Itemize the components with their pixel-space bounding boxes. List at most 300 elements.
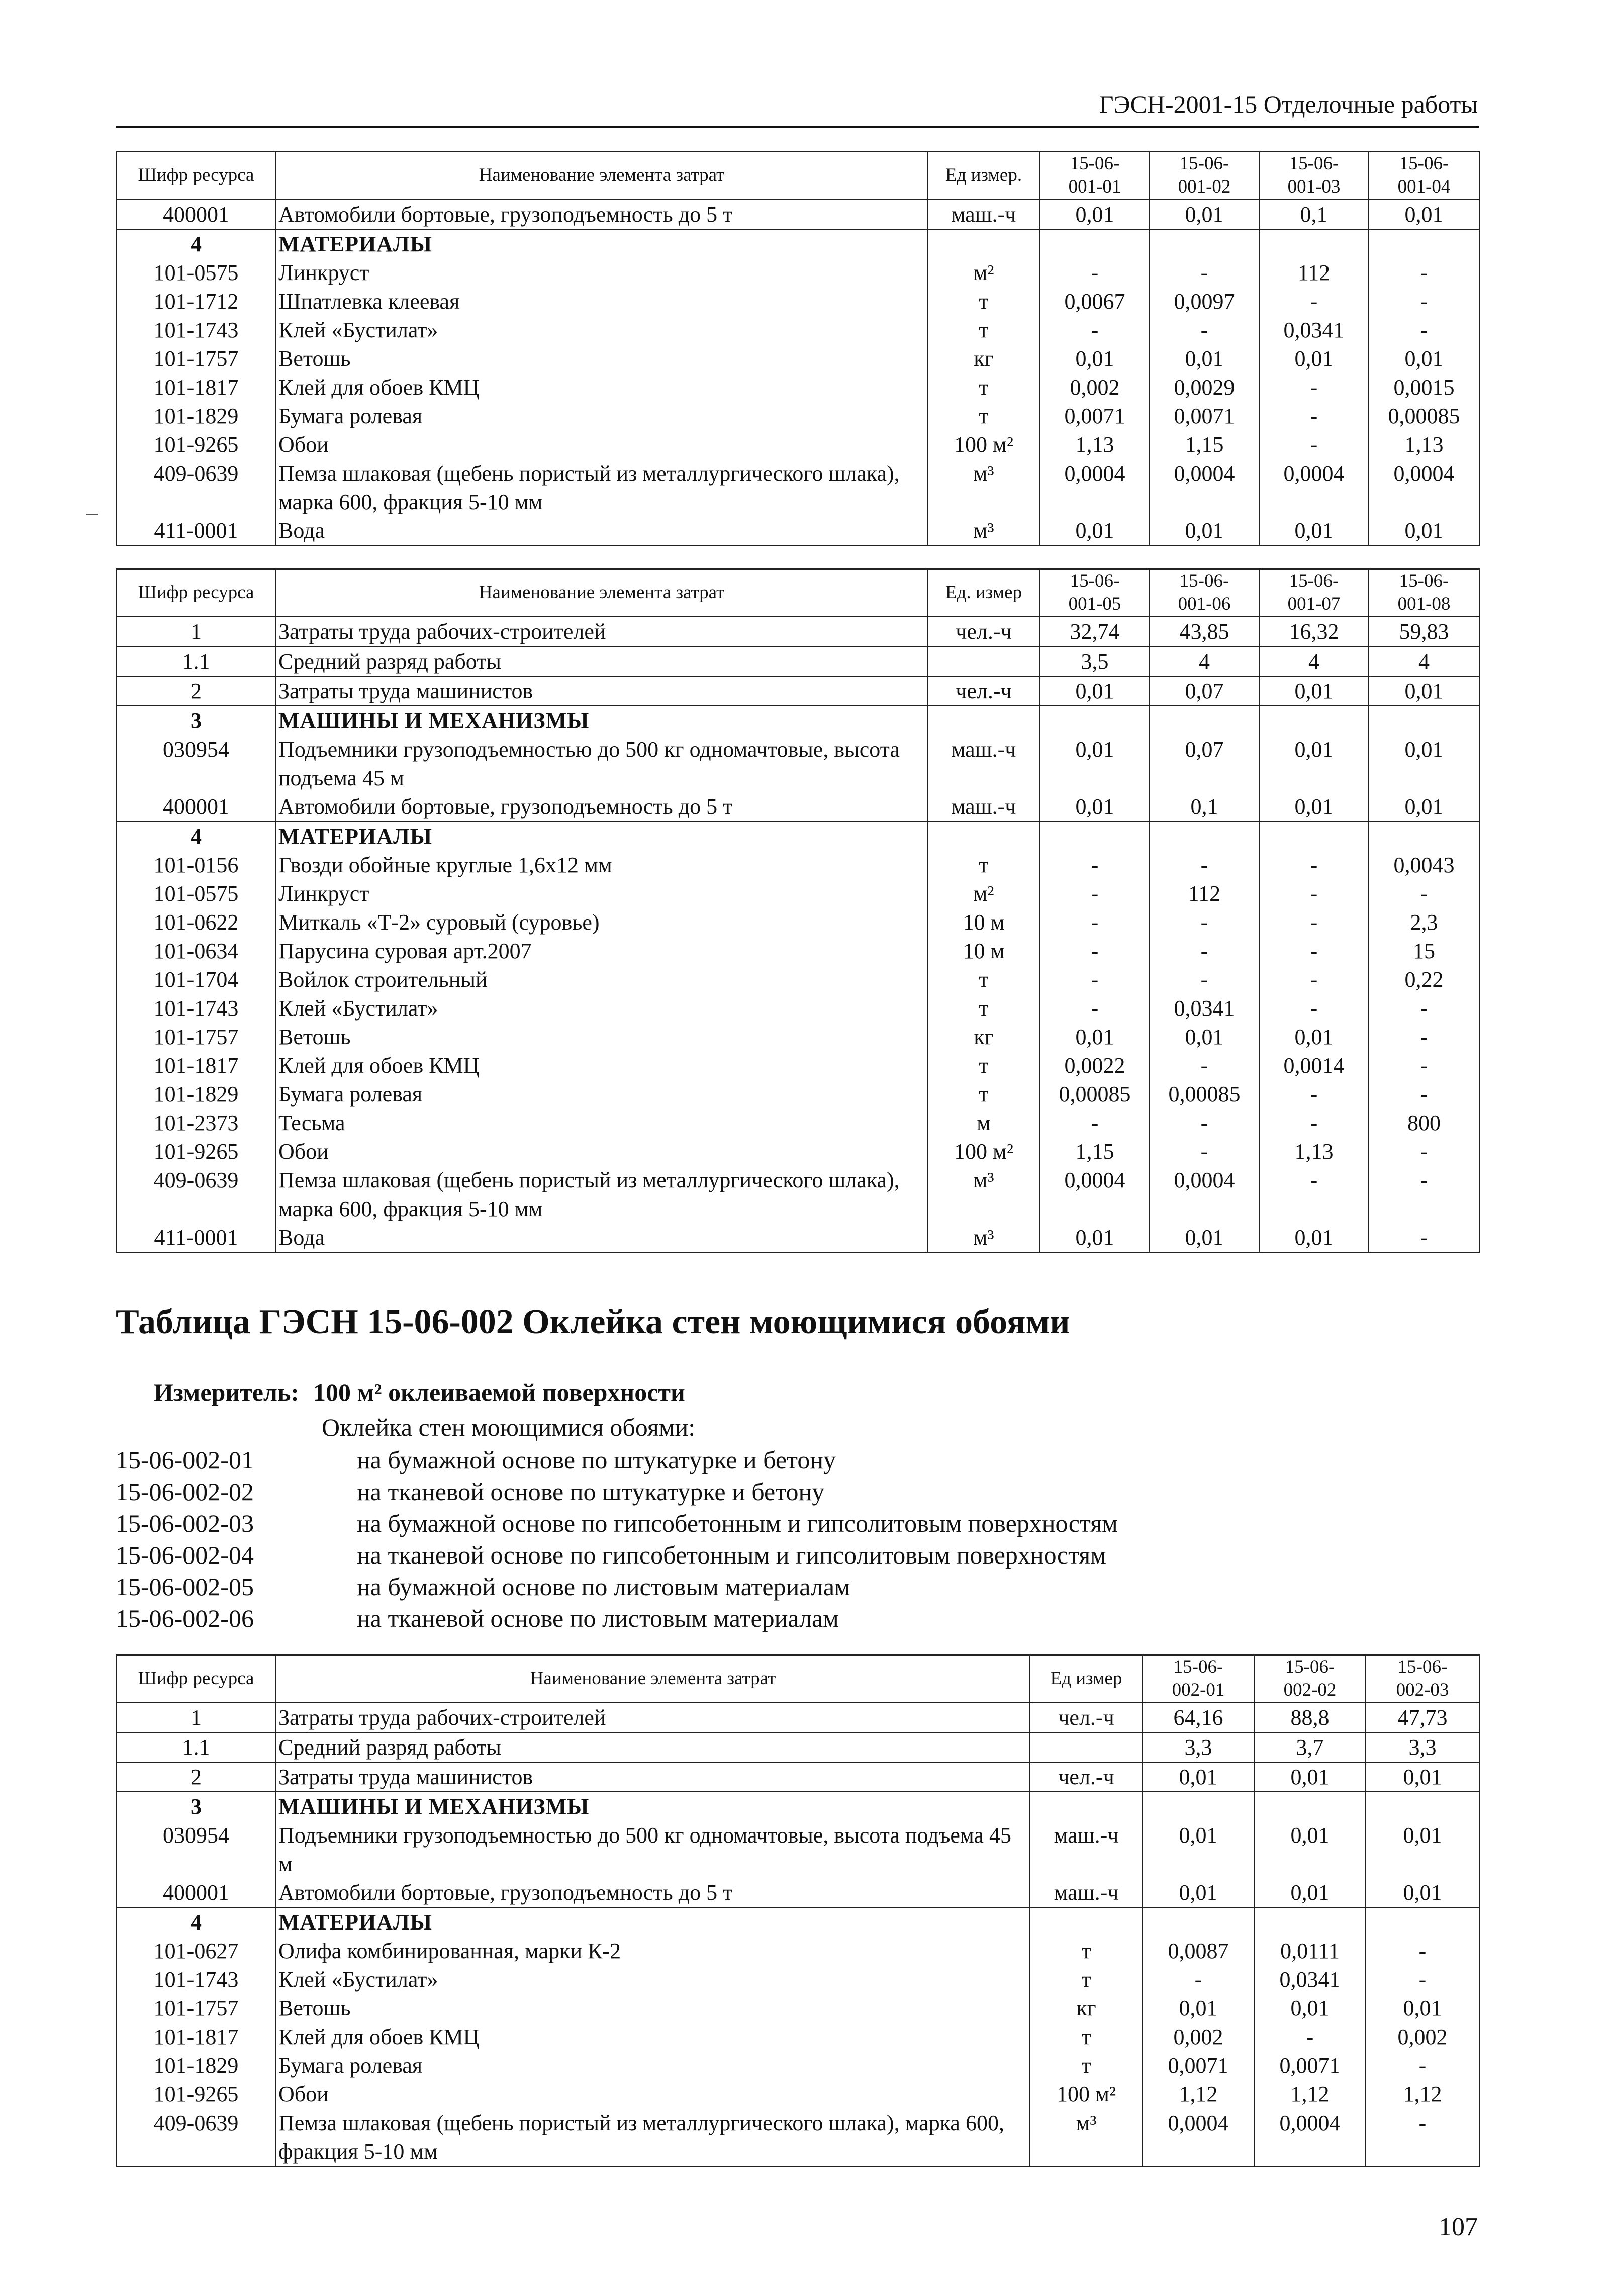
table-row: [116, 851, 1479, 879]
norm-value: 0,01: [1254, 1878, 1366, 1907]
norm-value: -: [1150, 937, 1259, 965]
norm-value: [1259, 706, 1369, 735]
unit-of-measure: т: [1030, 1965, 1143, 1994]
norm-value: 0,002: [1366, 2023, 1479, 2051]
table-title: Таблица ГЭСН 15-06-002 Оклейка стен моющимися обоями: [116, 1303, 1070, 1341]
norm-value: 15: [1369, 937, 1479, 965]
norm-value: 1,12: [1366, 2080, 1479, 2108]
unit-of-measure: 10 м: [927, 937, 1040, 965]
norm-value: 2,3: [1369, 908, 1479, 937]
norm-value: 0,01: [1040, 516, 1150, 546]
resource-code: 411-0001: [116, 516, 276, 546]
resource-code: 2: [116, 676, 276, 706]
header-unit: Ед измер.: [927, 152, 1040, 200]
resource-code: 101-1829: [116, 2051, 276, 2080]
norm-value: 0,01: [1369, 516, 1479, 546]
norm-value: 0,01: [1040, 735, 1150, 792]
norm-value: -: [1040, 316, 1150, 344]
norm-value: -: [1369, 1051, 1479, 1080]
norm-value: [1259, 821, 1369, 851]
norm-value: 1,13: [1040, 430, 1150, 459]
cost-element-name: Затраты труда машинистов: [276, 676, 927, 706]
resource-code: 101-1817: [116, 1051, 276, 1080]
cost-element-name: Вода: [276, 516, 927, 546]
table-header-row: [116, 569, 1479, 617]
unit-of-measure: т: [927, 965, 1040, 994]
norm-value: 0,01: [1143, 1878, 1254, 1907]
resource-code: 2: [116, 1762, 276, 1792]
measure-value: 100 м² оклеиваемой поверхности: [313, 1378, 685, 1406]
unit-of-measure: м³: [927, 459, 1040, 516]
cost-element-name: Ветошь: [276, 1994, 1030, 2023]
resource-code: 101-9265: [116, 1137, 276, 1166]
cost-element-name: Ветошь: [276, 344, 927, 373]
norm-value: [1366, 1907, 1479, 1937]
norm-value: -: [1366, 2051, 1479, 2080]
table-row: [116, 516, 1479, 546]
norm-value: 0,01: [1143, 1994, 1254, 2023]
norm-value: 0,01: [1259, 516, 1369, 546]
norm-value: 59,83: [1369, 617, 1479, 647]
norm-value: 0,002: [1143, 2023, 1254, 2051]
header-unit: Ед. измер: [927, 569, 1040, 617]
cost-element-name: Клей для обоев КМЦ: [276, 373, 927, 402]
norm-value: 0,00085: [1150, 1080, 1259, 1109]
unit-of-measure: маш.-ч: [1030, 1878, 1143, 1907]
table-row: [116, 402, 1479, 430]
resource-code: 409-0639: [116, 459, 276, 516]
page-number: 107: [1439, 2213, 1478, 2241]
table-row: [116, 937, 1479, 965]
resource-code: 101-1757: [116, 344, 276, 373]
unit-of-measure: маш.-ч: [927, 200, 1040, 230]
unit-of-measure: маш.-ч: [1030, 1821, 1143, 1878]
norm-value: 0,0004: [1259, 459, 1369, 516]
header-norm-column: 15-06- 001-08: [1369, 569, 1479, 617]
norm-value: -: [1369, 1166, 1479, 1223]
header-norm-column: 15-06- 001-03: [1259, 152, 1369, 200]
norm-value: [1369, 706, 1479, 735]
norm-value: 32,74: [1040, 617, 1150, 647]
norm-value: -: [1259, 1080, 1369, 1109]
work-subheading: Оклейка стен моющимися обоями:: [322, 1413, 696, 1441]
norm-value: 0,01: [1254, 1821, 1366, 1878]
resource-code: 409-0639: [116, 2108, 276, 2167]
cost-element-name: Клей «Бустилат»: [276, 1965, 1030, 1994]
norm-value: [1143, 1907, 1254, 1937]
work-code: 15-06-002-01: [116, 1446, 254, 1474]
unit-of-measure: м³: [927, 516, 1040, 546]
norm-value: -: [1259, 937, 1369, 965]
unit-of-measure: м³: [927, 1166, 1040, 1223]
table-row: [116, 908, 1479, 937]
cost-element-name: Обои: [276, 2080, 1030, 2108]
norm-value: 0,0022: [1040, 1051, 1150, 1080]
norm-value: [1366, 1792, 1479, 1821]
norm-value: -: [1150, 908, 1259, 937]
cost-element-name: Миткаль «Т-2» суровый (суровье): [276, 908, 927, 937]
norm-value: 0,01: [1150, 200, 1259, 230]
norm-value: [1150, 821, 1259, 851]
table-header-row: [116, 1655, 1479, 1703]
work-code: 15-06-002-05: [116, 1573, 254, 1601]
norm-value: -: [1040, 994, 1150, 1023]
unit-of-measure: чел.-ч: [927, 617, 1040, 647]
header-norm-column: 15-06- 001-01: [1040, 152, 1150, 200]
table-row: [116, 676, 1479, 706]
cost-element-name: Подъемники грузоподъемностью до 500 кг одномачтовые, высота подъема 45 м: [276, 735, 927, 792]
table-row: [116, 821, 1479, 851]
resource-code: 400001: [116, 1878, 276, 1907]
norm-value: 0,01: [1259, 1223, 1369, 1253]
norm-value: [1369, 229, 1479, 258]
norm-value: -: [1150, 258, 1259, 287]
norm-value: 0,07: [1150, 676, 1259, 706]
unit-of-measure: [1030, 1732, 1143, 1762]
unit-of-measure: [1030, 1792, 1143, 1821]
header-cost-element: Наименование элемента затрат: [276, 152, 927, 200]
norm-value: 0,0015: [1369, 373, 1479, 402]
norm-value: 88,8: [1254, 1703, 1366, 1733]
norm-value: 1,15: [1040, 1137, 1150, 1166]
work-code: 15-06-002-03: [116, 1509, 254, 1537]
cost-element-name: Автомобили бортовые, грузоподъемность до 5 т: [276, 1878, 1030, 1907]
norm-value: 0,0067: [1040, 287, 1150, 316]
cost-element-name: Затраты труда рабочих-строителей: [276, 1703, 1030, 1733]
norm-value: -: [1040, 937, 1150, 965]
unit-of-measure: м³: [927, 1223, 1040, 1253]
table-row: [116, 1080, 1479, 1109]
cost-element-name: Автомобили бортовые, грузоподъемность до 5 т: [276, 792, 927, 821]
norm-value: 1,12: [1143, 2080, 1254, 2108]
table-row: [116, 2080, 1479, 2108]
work-description: на бумажной основе по штукатурке и бетону: [357, 1446, 836, 1474]
norm-value: 0,01: [1259, 676, 1369, 706]
table-row: [116, 344, 1479, 373]
norm-value: 0,01: [1369, 792, 1479, 821]
norm-value: 4: [1150, 647, 1259, 676]
resource-code: 101-1704: [116, 965, 276, 994]
table-row: [116, 735, 1479, 792]
norm-value: 0,01: [1366, 1821, 1479, 1878]
norm-value: 0,01: [1259, 792, 1369, 821]
norm-value: 0,0097: [1150, 287, 1259, 316]
resource-table-1: [116, 151, 1480, 546]
norm-value: 0,01: [1366, 1994, 1479, 2023]
table-row: [116, 1762, 1479, 1792]
cost-element-name: Подъемники грузоподъемностью до 500 кг одномачтовые, высота подъема 45 м: [276, 1821, 1030, 1878]
cost-element-name: Автомобили бортовые, грузоподъемность до 5 т: [276, 200, 927, 230]
unit-of-measure: кг: [1030, 1994, 1143, 2023]
norm-value: -: [1259, 908, 1369, 937]
unit-of-measure: чел.-ч: [1030, 1762, 1143, 1792]
table-row: [116, 2023, 1479, 2051]
cost-element-name: Пемза шлаковая (щебень пористый из металлургического шлака), марка 600, фракция 5-10 мм: [276, 459, 927, 516]
work-code: 15-06-002-06: [116, 1604, 254, 1632]
cost-element-name: Обои: [276, 1137, 927, 1166]
norm-value: 0,01: [1259, 344, 1369, 373]
unit-of-measure: т: [927, 287, 1040, 316]
unit-of-measure: маш.-ч: [927, 735, 1040, 792]
norm-value: 0,01: [1143, 1762, 1254, 1792]
resource-code: 4: [116, 229, 276, 258]
norm-value: -: [1369, 1137, 1479, 1166]
norm-value: 800: [1369, 1109, 1479, 1137]
norm-value: 47,73: [1366, 1703, 1479, 1733]
cost-element-name: Ветошь: [276, 1023, 927, 1051]
norm-value: 0,01: [1150, 1023, 1259, 1051]
table-row: [116, 1821, 1479, 1878]
cost-element-name: Средний разряд работы: [276, 1732, 1030, 1762]
resource-code: 101-1757: [116, 1994, 276, 2023]
norm-value: -: [1040, 851, 1150, 879]
norm-value: -: [1369, 287, 1479, 316]
norm-value: 0,0111: [1254, 1937, 1366, 1965]
cost-element-name: Клей «Бустилат»: [276, 316, 927, 344]
table-row: [116, 258, 1479, 287]
norm-value: 1,12: [1254, 2080, 1366, 2108]
unit-of-measure: чел.-ч: [927, 676, 1040, 706]
unit-of-measure: 10 м: [927, 908, 1040, 937]
table-row: [116, 2108, 1479, 2167]
cost-element-name: Линкруст: [276, 879, 927, 908]
norm-value: -: [1143, 1965, 1254, 1994]
norm-value: -: [1259, 287, 1369, 316]
header-norm-column: 15-06- 001-06: [1150, 569, 1259, 617]
unit-of-measure: [927, 821, 1040, 851]
table-row: [116, 965, 1479, 994]
resource-code: 101-0575: [116, 879, 276, 908]
resource-code: 409-0639: [116, 1166, 276, 1223]
norm-value: [1150, 706, 1259, 735]
norm-value: [1150, 229, 1259, 258]
table-row: [116, 287, 1479, 316]
norm-value: -: [1150, 1137, 1259, 1166]
section-heading: МАТЕРИАЛЫ: [276, 821, 927, 851]
norm-value: 0,0004: [1040, 459, 1150, 516]
cost-element-name: Вода: [276, 1223, 927, 1253]
norm-value: -: [1259, 965, 1369, 994]
table-row: [116, 1937, 1479, 1965]
norm-value: 43,85: [1150, 617, 1259, 647]
norm-value: 0,1: [1259, 200, 1369, 230]
work-description: на тканевой основе по листовым материалам: [357, 1604, 839, 1632]
header-norm-column: 15-06- 002-01: [1143, 1655, 1254, 1703]
table-row: [116, 1109, 1479, 1137]
norm-value: 0,0341: [1150, 994, 1259, 1023]
resource-code: 101-0622: [116, 908, 276, 937]
cost-element-name: Бумага ролевая: [276, 402, 927, 430]
cost-element-name: Клей «Бустилат»: [276, 994, 927, 1023]
table-row: [116, 994, 1479, 1023]
section-heading: МАШИНЫ И МЕХАНИЗМЫ: [276, 706, 927, 735]
resource-code: 3: [116, 706, 276, 735]
norm-value: [1040, 706, 1150, 735]
resource-code: 101-0634: [116, 937, 276, 965]
resource-code: 101-1817: [116, 373, 276, 402]
unit-of-measure: т: [927, 373, 1040, 402]
norm-value: 0,01: [1254, 1762, 1366, 1792]
table-row: [116, 316, 1479, 344]
cost-element-name: Обои: [276, 430, 927, 459]
unit-of-measure: т: [1030, 1937, 1143, 1965]
resource-code: 101-1757: [116, 1023, 276, 1051]
resource-code: 1.1: [116, 1732, 276, 1762]
norm-value: -: [1369, 1080, 1479, 1109]
norm-value: -: [1259, 851, 1369, 879]
resource-code: 101-1743: [116, 994, 276, 1023]
resource-code: 1: [116, 1703, 276, 1733]
unit-of-measure: [927, 706, 1040, 735]
header-rule: [116, 126, 1479, 128]
table-row: [116, 1792, 1479, 1821]
resource-code: 101-9265: [116, 430, 276, 459]
norm-value: -: [1259, 430, 1369, 459]
norm-value: -: [1040, 908, 1150, 937]
section-heading: МАШИНЫ И МЕХАНИЗМЫ: [276, 1792, 1030, 1821]
norm-value: 0,0004: [1369, 459, 1479, 516]
resource-code: 4: [116, 821, 276, 851]
header-norm-column: 15-06- 001-07: [1259, 569, 1369, 617]
unit-of-measure: т: [927, 1051, 1040, 1080]
cost-element-name: Шпатлевка клеевая: [276, 287, 927, 316]
unit-of-measure: чел.-ч: [1030, 1703, 1143, 1733]
norm-value: -: [1150, 851, 1259, 879]
unit-of-measure: т: [927, 994, 1040, 1023]
work-code: 15-06-002-04: [116, 1541, 254, 1569]
table-row: [116, 706, 1479, 735]
norm-value: -: [1040, 258, 1150, 287]
norm-value: 4: [1259, 647, 1369, 676]
norm-value: 0,0071: [1254, 2051, 1366, 2080]
measure-line: [154, 1377, 685, 1407]
cost-element-name: Бумага ролевая: [276, 2051, 1030, 2080]
resource-code: 101-1743: [116, 1965, 276, 1994]
norm-value: -: [1259, 1166, 1369, 1223]
work-description: на бумажной основе по гипсобетонным и гипсолитовым поверхностям: [357, 1509, 1118, 1537]
table-row: [116, 373, 1479, 402]
norm-value: 0,0004: [1150, 1166, 1259, 1223]
resource-code: 400001: [116, 792, 276, 821]
resource-code: 4: [116, 1907, 276, 1937]
resource-code: 101-0627: [116, 1937, 276, 1965]
unit-of-measure: м: [927, 1109, 1040, 1137]
table-row: [116, 617, 1479, 647]
unit-of-measure: т: [927, 851, 1040, 879]
norm-value: 0,01: [1040, 676, 1150, 706]
norm-value: 0,01: [1040, 792, 1150, 821]
resource-code: 101-2373: [116, 1109, 276, 1137]
table-row: [116, 229, 1479, 258]
header-norm-column: 15-06- 002-03: [1366, 1655, 1479, 1703]
cost-element-name: Парусина суровая арт.2007: [276, 937, 927, 965]
norm-value: [1254, 1792, 1366, 1821]
header-norm-column: 15-06- 001-05: [1040, 569, 1150, 617]
norm-value: -: [1150, 1051, 1259, 1080]
table-row: [116, 1907, 1479, 1937]
header-norm-column: 15-06- 001-04: [1369, 152, 1479, 200]
norm-value: 0,0004: [1143, 2108, 1254, 2167]
table-row: [116, 2051, 1479, 2080]
table-row: [116, 459, 1479, 516]
section-heading: МАТЕРИАЛЫ: [276, 1907, 1030, 1937]
norm-value: 1,13: [1369, 430, 1479, 459]
norm-value: 0,01: [1040, 1223, 1150, 1253]
norm-value: 0,01: [1150, 344, 1259, 373]
norm-value: 0,0004: [1254, 2108, 1366, 2167]
norm-value: [1369, 821, 1479, 851]
unit-of-measure: т: [927, 1080, 1040, 1109]
table-row: [116, 792, 1479, 821]
norm-value: 0,01: [1366, 1878, 1479, 1907]
norm-value: -: [1369, 1023, 1479, 1051]
norm-value: 0,01: [1366, 1762, 1479, 1792]
norm-value: -: [1369, 1223, 1479, 1253]
header-resource-code: Шифр ресурса: [116, 152, 276, 200]
norm-value: 3,3: [1366, 1732, 1479, 1762]
norm-value: 0,01: [1369, 344, 1479, 373]
norm-value: 0,0341: [1259, 316, 1369, 344]
norm-value: 0,00085: [1040, 1080, 1150, 1109]
header-norm-column: 15-06- 001-02: [1150, 152, 1259, 200]
norm-value: 0,0043: [1369, 851, 1479, 879]
table-row: [116, 1965, 1479, 1994]
norm-value: -: [1040, 1109, 1150, 1137]
table-row: [116, 1137, 1479, 1166]
norm-value: 3,3: [1143, 1732, 1254, 1762]
norm-value: 4: [1369, 647, 1479, 676]
cost-element-name: Затраты труда рабочих-строителей: [276, 617, 927, 647]
unit-of-measure: м³: [1030, 2108, 1143, 2167]
table-row: [116, 1223, 1479, 1253]
unit-of-measure: [927, 647, 1040, 676]
norm-value: 0,01: [1369, 200, 1479, 230]
norm-value: -: [1259, 879, 1369, 908]
unit-of-measure: кг: [927, 344, 1040, 373]
resource-table-3: [116, 1654, 1480, 2167]
cost-element-name: Средний разряд работы: [276, 647, 927, 676]
norm-value: 1,13: [1259, 1137, 1369, 1166]
table-row: [116, 647, 1479, 676]
margin-mark: [86, 514, 98, 515]
cost-element-name: Линкруст: [276, 258, 927, 287]
resource-code: 101-1712: [116, 287, 276, 316]
header-norm-column: 15-06- 002-02: [1254, 1655, 1366, 1703]
resource-code: 030954: [116, 1821, 276, 1878]
norm-value: 0,0071: [1150, 402, 1259, 430]
norm-value: -: [1369, 994, 1479, 1023]
norm-value: -: [1040, 879, 1150, 908]
unit-of-measure: 100 м²: [927, 1137, 1040, 1166]
resource-code: 3: [116, 1792, 276, 1821]
norm-value: 0,07: [1150, 735, 1259, 792]
section-heading: МАТЕРИАЛЫ: [276, 229, 927, 258]
norm-value: 0,01: [1369, 735, 1479, 792]
resource-code: 411-0001: [116, 1223, 276, 1253]
norm-value: -: [1366, 1937, 1479, 1965]
cost-element-name: Клей для обоев КМЦ: [276, 2023, 1030, 2051]
norm-value: -: [1259, 994, 1369, 1023]
norm-value: 3,7: [1254, 1732, 1366, 1762]
header-resource-code: Шифр ресурса: [116, 1655, 276, 1703]
resource-code: 101-1817: [116, 2023, 276, 2051]
table-header-row: [116, 152, 1479, 200]
norm-value: 0,0014: [1259, 1051, 1369, 1080]
norm-value: [1259, 229, 1369, 258]
cost-element-name: Войлок строительный: [276, 965, 927, 994]
resource-table-2: [116, 568, 1480, 1253]
unit-of-measure: маш.-ч: [927, 792, 1040, 821]
